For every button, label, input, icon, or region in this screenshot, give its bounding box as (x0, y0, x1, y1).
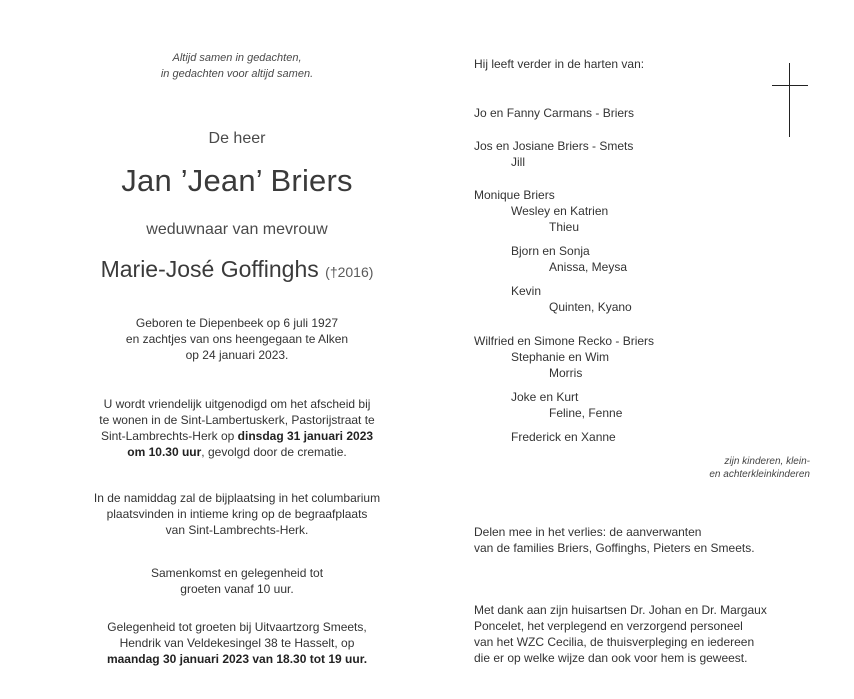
family-line: Anissa, Meysa (549, 260, 628, 274)
text-line (0, 651, 474, 667)
text-line (0, 428, 474, 444)
motto-line: in gedachten voor altijd samen. (160, 68, 314, 80)
honorific: De heer (208, 130, 266, 147)
text-line: Gelegenheid tot groeten bij Uitvaartzorg Smeets, (107, 620, 367, 634)
family-group (474, 187, 632, 315)
text-line: te wonen in de Sint-Lambertuskerk, Pastorijstraat te (99, 413, 375, 427)
birth-death-paragraph (0, 315, 474, 363)
funeral-date: dinsdag 31 januari 2023 (237, 429, 374, 443)
columbarium-paragraph (0, 490, 474, 538)
family-line: Stephanie en Wim (511, 350, 610, 364)
funeral-invitation (0, 396, 474, 460)
condolence-datetime: maandag 30 januari 2023 van 18.30 tot 19 uur. (106, 652, 368, 666)
relatives-paragraph (474, 524, 755, 556)
cross-vertical-bar (789, 63, 790, 137)
text-line: en zachtjes van ons heengegaan te Alken (125, 332, 349, 346)
descendants-note (709, 455, 810, 481)
family-line: Quinten, Kyano (549, 300, 632, 314)
motto-line: Altijd samen in gedachten, (172, 52, 302, 64)
text-segment: Sint-Lambrechts-Herk op (100, 429, 238, 443)
family-line: Wilfried en Simone Recko - Briers (474, 334, 655, 348)
spacer (474, 421, 654, 429)
funeral-time: om 10.30 uur (127, 445, 202, 459)
family-group (474, 105, 634, 121)
spouse-name: Marie-José Goffinghs (100, 256, 319, 282)
text-line: Delen mee in het verlies: de aanverwanten (474, 525, 702, 539)
text-line: die er op welke wijze dan ook voor hem is geweest. (474, 651, 748, 665)
thanks-paragraph (474, 602, 767, 666)
family-line: Morris (549, 366, 583, 380)
text-line: zijn kinderen, klein- (724, 456, 810, 467)
text-line: U wordt vriendelijk uitgenodigd om het afscheid bij (103, 397, 371, 411)
text-line (0, 444, 474, 460)
text-line: Met dank aan zijn huisartsen Dr. Johan en Dr. Margaux (474, 603, 767, 617)
spacer (474, 381, 654, 389)
text-line: groeten vanaf 10 uur. (180, 582, 294, 596)
text-line: van de families Briers, Goffinghs, Pieters en Smeets. (474, 541, 755, 555)
family-line: Joke en Kurt (511, 390, 579, 404)
family-line: Wesley en Katrien (511, 204, 609, 218)
family-group (474, 138, 633, 170)
widower-line: weduwnaar van mevrouw (146, 221, 328, 238)
text-line: op 24 januari 2023. (185, 348, 289, 362)
text-segment: , gevolgd door de crematie. (201, 445, 347, 459)
spacer (474, 275, 632, 283)
cross-icon (772, 63, 808, 137)
family-line: Kevin (511, 284, 542, 298)
text-line: van Sint-Lambrechts-Herk. (165, 523, 309, 537)
spouse-name-row (0, 256, 474, 283)
family-line: Jos en Josiane Briers - Smets (474, 139, 634, 153)
family-line: Jill (511, 155, 525, 169)
spouse-death-year: (†2016) (325, 264, 374, 280)
text-line: Hendrik van Veldekesingel 38 te Hasselt, op (119, 636, 355, 650)
text-line: plaatsvinden in intieme kring op de begraafplaats (106, 507, 368, 521)
family-line: Bjorn en Sonja (511, 244, 590, 258)
cross-horizontal-bar (772, 85, 808, 86)
motto (0, 50, 474, 82)
text-line: In de namiddag zal de bijplaatsing in het columbarium (93, 491, 381, 505)
family-line: Monique Briers (474, 188, 555, 202)
text-line: en achterkleinkinderen (709, 469, 810, 480)
text-line: van het WZC Cecilia, de thuisverpleging en iedereen (474, 635, 755, 649)
gathering-paragraph (0, 565, 474, 597)
text-line: Geboren te Diepenbeek op 6 juli 1927 (135, 316, 339, 330)
text-line: Poncelet, het verplegend en verzorgend personeel (474, 619, 743, 633)
spacer (474, 235, 632, 243)
deceased-name: Jan ’Jean’ Briers (121, 163, 353, 198)
survivors-intro: Hij leeft verder in de harten van: (474, 57, 645, 71)
text-line: Samenkomst en gelegenheid tot (150, 566, 324, 580)
family-group (474, 333, 654, 445)
family-line: Thieu (549, 220, 580, 234)
family-line: Jo en Fanny Carmans - Briers (474, 106, 635, 120)
family-line: Feline, Fenne (549, 406, 623, 420)
condolence-paragraph (0, 619, 474, 667)
family-line: Frederick en Xanne (511, 430, 616, 444)
